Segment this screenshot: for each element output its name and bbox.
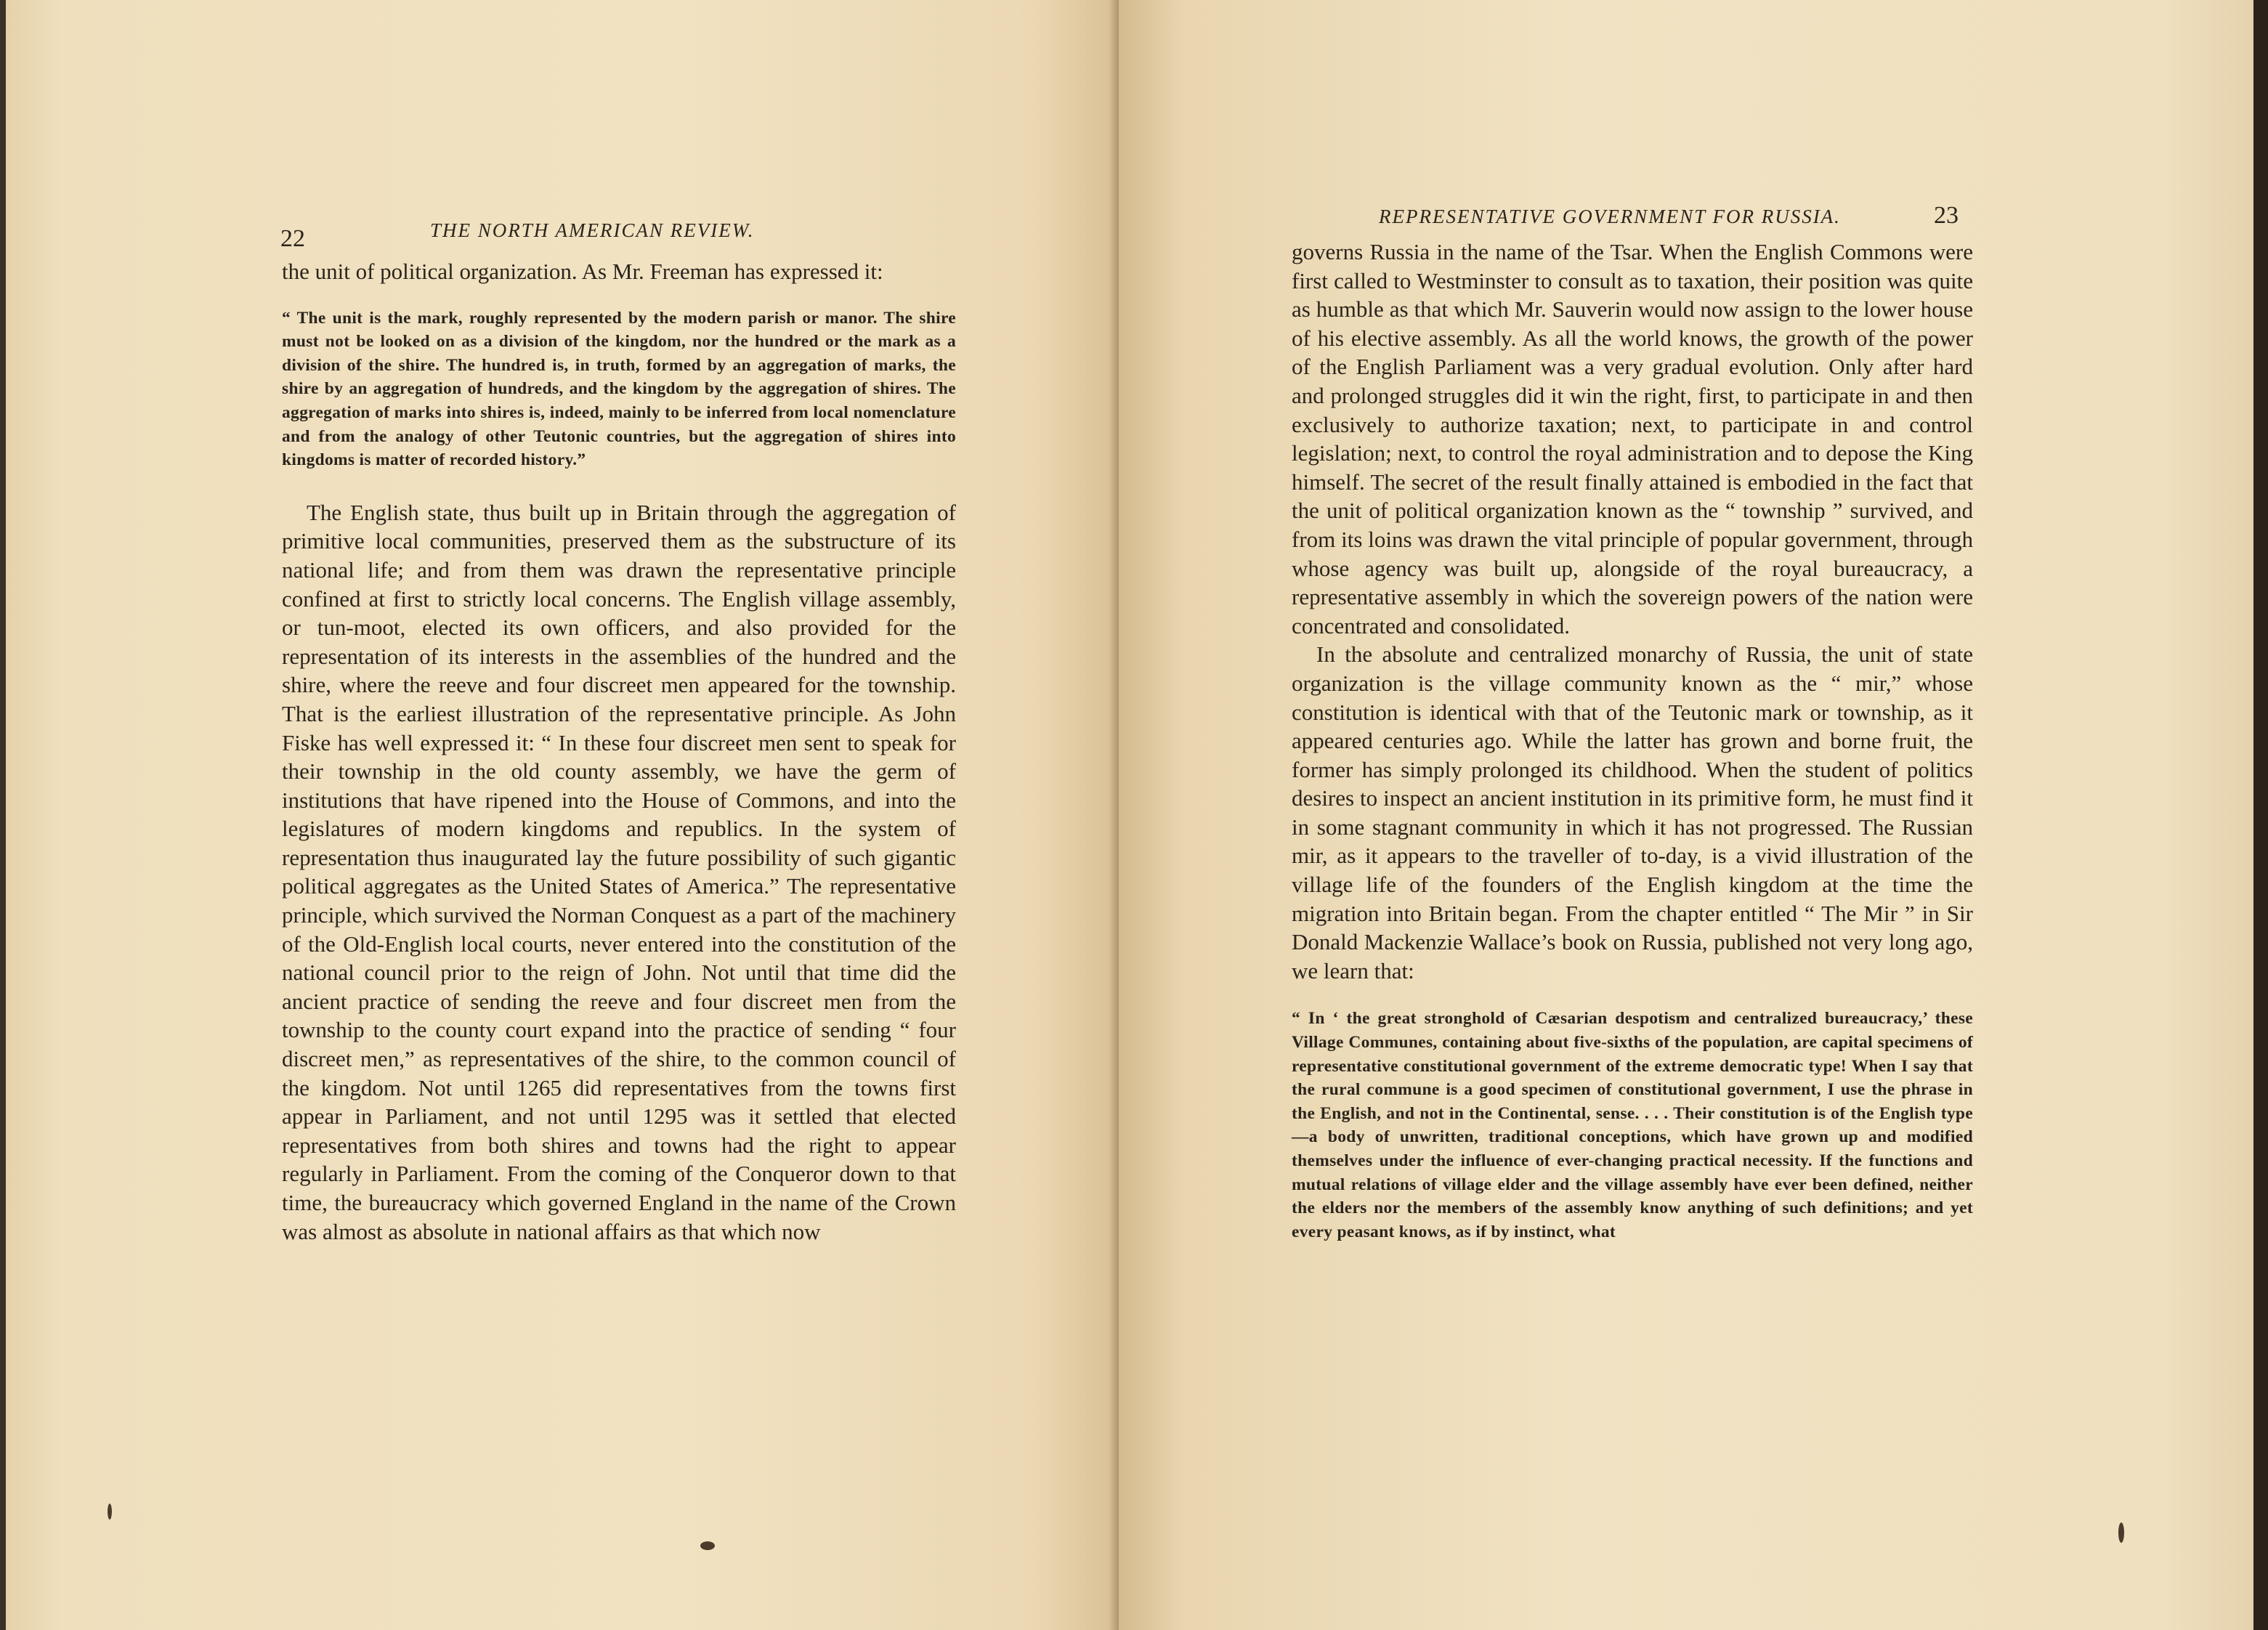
left-page xyxy=(6,0,1119,1630)
page-number: 23 xyxy=(1934,202,1959,229)
body-paragraph: In the absolute and centralized monarchy of Russia, the unit of state organization is the village community known as the “ mir,” whose constitution is identical with that of the Teutonic mark or township, as it appeared centuries ago. While the latter has grown and borne fruit, the former has simply prolonged its childhood. When the student of politics desires to inspect an ancient institution in its primitive form, he must find it in some stagnant community in which it has not progressed. The Russian mir, as it appears to the traveller of to-day, is a vivid illustration of the village life of the founders of the English kingdom at the time the migration into Britain began. From the chapter entitled “ The Mir ” in Sir Donald Mackenzie Wallace’s book on Russia, published not very long ago, we learn that: xyxy=(1292,641,1973,984)
right-text-column xyxy=(1292,238,1973,1244)
wallace-quote: “ In ‘ the great stronghold of Cæsarian despotism and centralized bureaucracy,’ these Village Communes, containing about five-sixths of the population, are capital specimens of representative constitutional government of the extreme democratic type! When I say that the rural commune is a good specimen of constitutional government, I use the phrase in the English, and not in the Continental, sense. . . . Their constitution is of the English type—a body of unwritten, traditional conceptions, which have grown up and modified themselves under the influence of ever-changing practical necessity. If the functions and mutual relations of village elder and the village assembly have ever been defined, neither the elders nor the members of the assembly know anything of such definitions; and yet every peasant knows, as if by instinct, what xyxy=(1292,1009,1973,1241)
ink-speck xyxy=(700,1541,715,1550)
left-edge xyxy=(0,0,6,1630)
running-head: THE NORTH AMERICAN REVIEW. xyxy=(430,219,755,241)
freeman-quote: “ The unit is the mark, roughly represented by the modern parish or manor. The shire must not be looked on as a division of the kingdom, nor the hundred or the mark as a division of the shire. The hundred is, in truth, formed by an aggregation of marks, the shire by an aggregation of hundreds, and the kingdom by the aggregation of shires. The aggregation of marks into shires is, indeed, mainly to be inferred from local nomenclature and from the analogy of other Teutonic countries, but the aggregation of shires into kingdoms is matter of recorded history.” xyxy=(282,308,956,470)
right-page xyxy=(1119,0,2253,1630)
running-head: REPRESENTATIVE GOVERNMENT FOR RUSSIA. xyxy=(1379,206,1841,227)
ink-speck xyxy=(2118,1522,2124,1543)
body-paragraph: The English state, thus built up in Britain through the aggregation of primitive local communities, preserved them as the substructure of its national life; and from them was drawn the representative principle confined at first to strictly local concerns. The English village assembly, or tun-moot, elected its own officers, and also provided for the representation of its interests in the assemblies of the hundred and the shire, where the reeve and four discreet men appeared for the township. That is the earliest illustration of the representative principle. As John Fiske has well expressed it: “ In these four discreet men sent to speak for their township in the old county assembly, we have the germ of institutions that have ripened into the House of Commons, and into the legislatures of modern kingdoms and republics. In the system of representation thus inaugurated lay the future possibility of such gigantic political aggregates as the United States of America.” The representative principle, which survived the Norman Conquest as a part of the machinery of the Old-English local courts, never entered into the constitution of the national council prior to the reign of John. Not until that time did the ancient practice of sending the reeve and four discreet men from the township to the county court expand into the practice of sending “ four discreet men,” as representatives of the shire, to the common council of the kingdom. Not until 1265 did representatives from the towns first appear in Parliament, and not until 1295 was it settled that elected representatives from both shires and towns had the right to appear regularly in Parliament. From the coming of the Conqueror down to that time, the bureaucracy which governed England in the name of the Crown was almost as absolute in national affairs as that which now xyxy=(282,499,956,1244)
intro-paragraph: the unit of political organization. As Mr. Freeman has expressed it: xyxy=(282,259,883,284)
left-text-column xyxy=(282,257,956,1246)
right-edge xyxy=(2253,0,2268,1630)
ink-speck xyxy=(108,1504,112,1520)
body-paragraph: governs Russia in the name of the Tsar. When the English Commons were first called to Westminster to consult as to taxation, their position was quite as humble as that which Mr. Sauverin would now assign to the lower house of his elective assembly. As all the world knows, the growth of the power of the English Parliament was a very gradual evolution. Only after hard and prolonged struggles did it win the right, first, to participate in and then exclusively to authorize taxation; next, to participate in and control legislation; next, to control the royal administration and to depose the King himself. The secret of the result finally attained is embodied in the fact that the unit of political organization known as the “ township ” survived, and from its loins was drawn the vital principle of popular government, through whose agency was built up, alongside of the royal bureaucracy, a representative assembly in which the sovereign powers of the nation were concentrated and consolidated. xyxy=(1292,239,1973,638)
page-number: 22 xyxy=(280,225,305,252)
